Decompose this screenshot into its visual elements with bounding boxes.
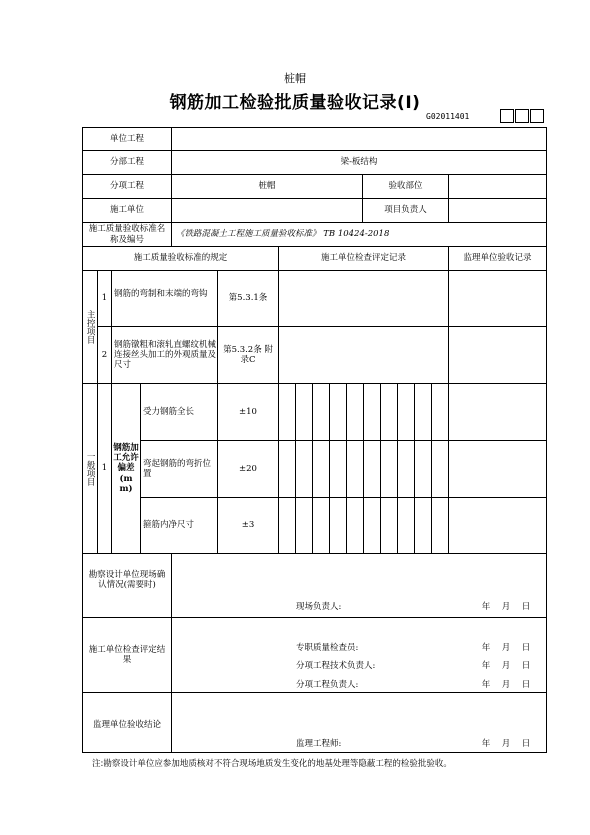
main-item-text: 钢筋镦粗和滚轧直螺纹机械连接丝头加工的外观质量及尺寸: [114, 339, 217, 371]
main-item-text: 钢筋的弯制和末端的弯钩: [114, 289, 208, 299]
general-item-tolerance: ±10: [239, 406, 257, 417]
project-lead-label: 项目负责人: [384, 205, 427, 216]
general-item-text: 弯起钢筋的弯折位置: [143, 458, 212, 479]
spec-header: 施工质量验收标准的规定: [133, 253, 228, 264]
accept-part-field[interactable]: [449, 175, 546, 198]
general-text: 一般项目: [85, 451, 96, 486]
standard-label: 施工质量验收标准名称及编号: [88, 224, 166, 245]
construction-unit-label: 施工单位: [109, 205, 144, 216]
self-check-header: 施工单位检查评定记录: [320, 253, 406, 264]
general-item-tolerance: ±3: [241, 520, 255, 531]
subitem-label: 分项工程: [109, 181, 144, 192]
general-label: [83, 384, 97, 553]
standard-value: 《铁路混凝土工程施工质量验收标准》 TB 10424-2018: [176, 229, 390, 240]
accept-part-label: 验收部位: [388, 181, 423, 192]
division-field[interactable]: 梁-板结构: [340, 157, 378, 168]
construction-unit-field[interactable]: [172, 199, 362, 222]
supervision-header: 监理单位验收记录: [463, 253, 532, 264]
general-item-no: 1: [101, 463, 108, 474]
main-item-clause: 第5.3.2条 附录C: [223, 344, 273, 365]
supervision-conclusion-label: 监理单位验收结论: [92, 719, 161, 730]
year-label: 年: [481, 601, 491, 612]
year-label: 年: [481, 679, 491, 690]
project-lead-field[interactable]: [449, 199, 546, 222]
main-item-no: 1: [101, 293, 108, 304]
subitem-lead-label: 分项工程负责人:: [296, 679, 359, 690]
main-control-label: [83, 271, 97, 383]
general-item-text: 箍筋内净尺寸: [143, 520, 195, 531]
main-item-check[interactable]: [279, 271, 448, 326]
division-label: 分部工程: [109, 157, 144, 168]
footnote: 注:勘察设计单位应参加地质核对不符合现场地质发生变化的地基处理等隐蔽工程的检验批验收。: [92, 759, 452, 769]
month-label: 月: [501, 679, 511, 690]
year-label: 年: [481, 738, 491, 749]
day-label: 日: [521, 660, 531, 671]
supervisor-label: 监理工程师:: [296, 738, 342, 749]
subitem-tech-lead-label: 分项工程技术负责人:: [296, 660, 376, 671]
survey-label: 勘察设计单位现场确认情况(需要时): [88, 569, 166, 590]
code-box[interactable]: [530, 109, 544, 123]
form-code: G02011401: [426, 112, 470, 121]
month-label: 月: [501, 601, 511, 612]
day-label: 日: [521, 679, 531, 690]
unit-project-label: 单位工程: [109, 133, 144, 144]
month-label: 月: [501, 642, 511, 653]
day-label: 日: [521, 601, 531, 612]
day-label: 日: [521, 642, 531, 653]
main-item-clause: 第5.3.1条: [228, 293, 268, 304]
unit-project-field[interactable]: [172, 128, 546, 150]
code-box[interactable]: [500, 109, 514, 123]
main-item-supervision[interactable]: [449, 271, 546, 326]
year-label: 年: [481, 660, 491, 671]
general-item-text: 受力钢筋全长: [143, 406, 195, 417]
subitem-field[interactable]: 桩帽: [258, 181, 276, 192]
year-label: 年: [481, 642, 491, 653]
tolerance-group-label: 钢筋加工允许偏差(mm): [113, 443, 139, 494]
day-label: 日: [521, 738, 531, 749]
main-item-check[interactable]: [279, 327, 448, 383]
month-label: 月: [501, 660, 511, 671]
construction-result-label: 施工单位检查评定结果: [88, 644, 166, 665]
code-box[interactable]: [515, 109, 529, 123]
page-title: 钢筋加工检验批质量验收记录(Ⅰ): [169, 93, 421, 113]
quality-inspector-label: 专职质量检查员:: [296, 642, 359, 653]
main-item-no: 2: [101, 349, 108, 360]
main-control-text: 主控项目: [85, 310, 96, 344]
site-lead-label: 现场负责人:: [296, 601, 342, 612]
month-label: 月: [501, 738, 511, 749]
general-item-tolerance: ±20: [239, 463, 257, 474]
main-item-supervision[interactable]: [449, 327, 546, 383]
page-subtitle: 桩帽: [284, 72, 306, 85]
